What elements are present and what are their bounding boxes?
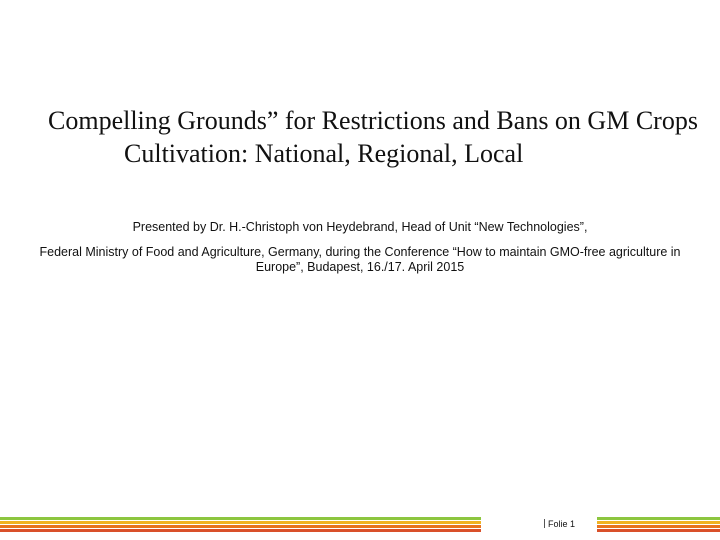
footer-stripe-orange <box>0 525 481 528</box>
conference-context: Federal Ministry of Food and Agriculture, Germany, during the Conference “How to maintain GMO-free agriculture in Europe”, Budapest, 16./17. April 2015 <box>39 245 681 274</box>
footer-stripe-green <box>0 517 481 520</box>
footer-stripe-red <box>597 529 720 532</box>
presenter-line: Presented by Dr. H.-Christoph von Heydebrand, Head of Unit “New Technologies”, <box>132 220 588 234</box>
slide-number-label: Folie 1 <box>548 519 576 529</box>
footer-stripes-right <box>597 517 720 533</box>
footer-divider <box>544 519 545 528</box>
slide-title: Compelling Grounds” for Restrictions and Bans on GM Crops Cultivation: National, Regional, Local <box>48 106 698 168</box>
footer-stripe-gold <box>0 521 481 524</box>
footer-stripe-green <box>597 517 720 520</box>
footer-stripe-orange <box>597 525 720 528</box>
footer-stripe-red <box>0 529 481 532</box>
footer-stripe-gold <box>597 521 720 524</box>
footer-stripes-left <box>0 517 481 533</box>
slide-number <box>544 519 575 530</box>
